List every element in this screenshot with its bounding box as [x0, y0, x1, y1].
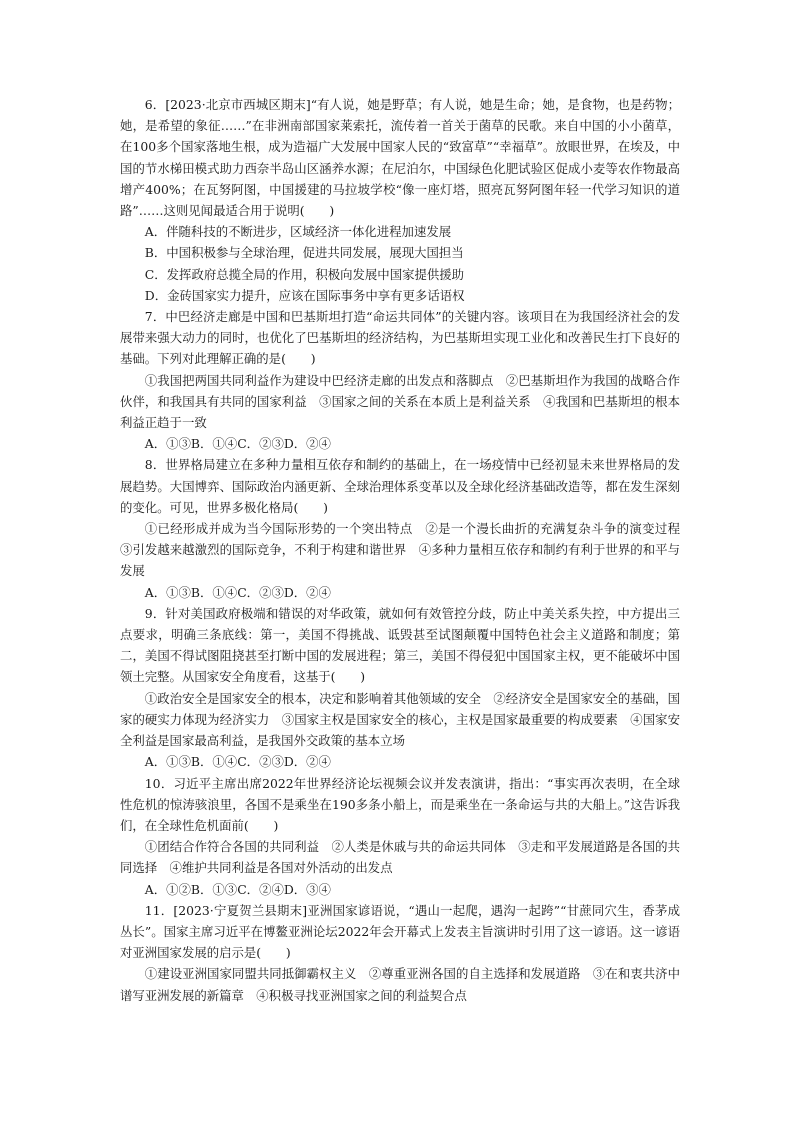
- question-stem: 7．中巴经济走廊是中国和巴基斯坦打造“命运共同体”的关键内容。该项目在为我国经济社会的发展带来强大动力的同时，也优化了巴基斯坦的经济结构，为巴基斯坦实现工业化和改善民生打下良好的基础。下列对此理解正确的是( ): [120, 309, 680, 367]
- exam-page: [120, 94, 693, 1006]
- question-statements: ①政治安全是国家安全的根本，决定和影响着其他领域的安全 ②经济安全是国家安全的基础，国家的硬实力体现为经济实力 ③国家主权是国家安全的核心，主权是国家最重要的构成要素 ④国家安全利益是国家最高利益，是我国外交政策的基本立场: [120, 690, 680, 749]
- option-d: D．金砖国家实力提升，应该在国际事务中享有更多话语权: [144, 287, 465, 303]
- question-stem: 11．[2023·宁夏贺兰县期末]亚洲国家谚语说，“遇山一起爬，遇沟一起跨”“甘蔗同穴生，香茅成丛长”。国家主席习近平在博鳌亚洲论坛2022年会开幕式上发表主旨演讲时引用了这一谚语。这一谚语对亚洲国家发展的启示是( ): [120, 902, 680, 961]
- question-statements: ①已经形成并成为当今国际形势的一个突出特点 ②是一个漫长曲折的充满复杂斗争的演变过程 ③引发越来越激烈的国际竞争，不利于构建和谐世界 ④多种力量相互依存和制约有利于世界的和平与发展: [120, 521, 693, 579]
- answer-options: A．①③B．①④C．②③D．②④: [144, 754, 331, 770]
- question-statements: ①团结合作符合各国的共同利益 ②人类是休戚与共的命运共同体 ③走和平发展道路是各国的共同选择 ④维护共同利益是各国对外活动的出发点: [120, 839, 680, 876]
- question-7: [120, 306, 680, 454]
- question-statements: ①建设亚洲国家同盟共同抵御霸权主义 ②尊重亚洲各国的自主选择和发展道路 ③在和衷共济中谱写亚洲发展的新篇章 ④积极寻找亚洲国家之间的利益契合点: [120, 966, 680, 1003]
- question-10: [120, 773, 680, 900]
- question-9: [120, 603, 680, 773]
- option-a: A．伴随科技的不断进步，区域经济一体化进程加速发展: [144, 224, 452, 240]
- question-stem: 6．[2023·北京市西城区期末]“有人说，她是野草；有人说，她是生命；她，是食物，也是药物；她，是希望的象征……”在非洲南部国家莱索托，流传着一首关于菌草的民歌。来自中国的小小菌草，在100多个国家落地生根，成为造福广大发展中国家人民的“致富草”“幸福草”。放眼世界，在埃及，中国的节水梯田模式助力西奈半岛山区涵养水源；在尼泊尔，中国绿色化肥试验区促成小麦等农作物最高增产400%；在瓦努阿图，中国援建的马拉坡学校“像一座灯塔，照亮瓦努阿图年轻一代学习知识的道路”……这则见闻最适合用于说明( ): [120, 97, 680, 219]
- question-11: [120, 900, 680, 1006]
- answer-options: A．①②B．①③C．②④D．③④: [144, 881, 331, 897]
- question-stem: 9．针对美国政府极端和错误的对华政策，就如何有效管控分歧，防止中美关系失控，中方提出三点要求，明确三条底线：第一，美国不得挑战、诋毁甚至试图颠覆中国特色社会主义道路和制度；第二，美国不得试图阻挠甚至打断中国的发展进程；第三，美国不得侵犯中国国家主权，更不能破坏中国领土完整。从国家安全角度看，这基于( ): [120, 605, 680, 685]
- question-stem: 10．习近平主席出席2022年世界经济论坛视频会议并发表演讲，指出：“事实再次表明，在全球性危机的惊涛骇浪里，各国不是乘坐在190多条小船上，而是乘坐在一条命运与共的大船上。”这告诉我们，在全球性危机面前( ): [120, 775, 680, 833]
- question-6: [120, 94, 680, 306]
- question-statements: ①我国把两国共同利益作为建设中巴经济走廊的出发点和落脚点 ②巴基斯坦作为我国的战略合作伙伴，和我国具有共同的国家利益 ③国家之间的关系在本质上是利益关系 ④我国和巴基斯坦的根本利益正趋于一致: [120, 372, 680, 431]
- answer-options: A．①③B．①④C．②③D．②④: [144, 584, 331, 600]
- option-c: C．发挥政府总揽全局的作用，积极向发展中国家提供援助: [144, 266, 465, 282]
- option-b: B．中国积极参与全球治理，促进共同发展，展现大国担当: [144, 245, 464, 261]
- question-8: [120, 454, 693, 602]
- answer-options: A．①③B．①④C．②③D．②④: [144, 436, 331, 452]
- question-stem: 8．世界格局建立在多种力量相互依存和制约的基础上，在一场疫情中已经初显未来世界格局的发展趋势。大国博弈、国际政治内涵更新、全球治理体系变革以及全球化经济基础改造等，都在发生深刻的变化。可见，世界多极化格局( ): [120, 457, 680, 515]
